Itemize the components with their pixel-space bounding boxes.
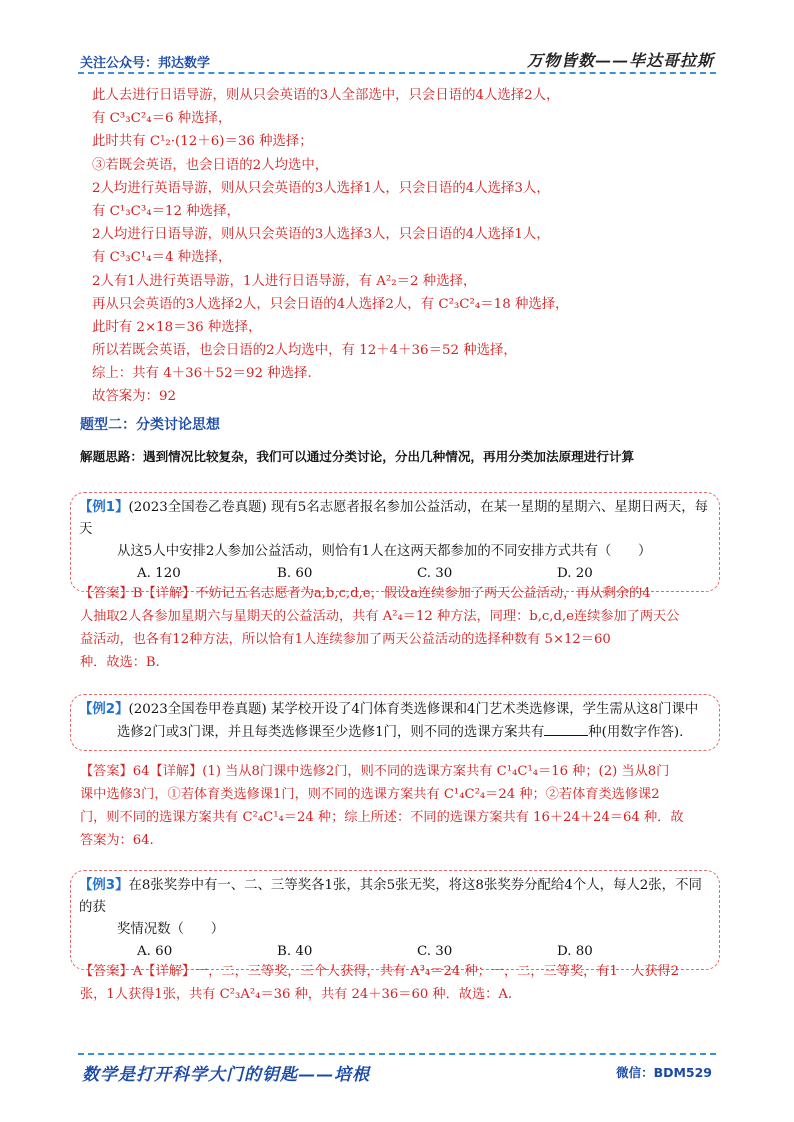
example-2-box (70, 694, 720, 751)
solution-line: 再从只会英语的3人选择2人，只会日语的4人选择2人，有 C²₃C²₄＝18 种选择， (92, 296, 569, 312)
solution-line: 2人均进行日语导游，则从只会英语的3人选择3人，只会日语的4人选择1人， (92, 227, 550, 243)
example-3-answer (80, 960, 720, 1006)
solution-line: ③若既会英语，也会日语的2人均选中， (92, 157, 329, 173)
answer-line: 种．故选：B. (80, 655, 160, 670)
example-2-tag: 【例2】 (79, 702, 129, 717)
example-1-line: 从这5人中安排2人参加公益活动，则恰有1人在这两天都参加的不同安排方式共有（ ） (117, 544, 652, 559)
example-3-tag: 【例3】 (79, 878, 129, 893)
example-1-answer (80, 582, 720, 674)
footer-wechat: 微信：BDM529 (616, 1065, 712, 1080)
option-b[interactable]: B. 40 (277, 944, 313, 959)
option-c[interactable]: C. 30 (417, 566, 453, 581)
answer-line: 益活动，也各有12种方法，所以恰有1人连续参加了两天公益活动的选择种数有 5×12＝60 (80, 632, 611, 647)
header-divider (78, 72, 716, 74)
answer-line: 【答案】B【详解】不妨记五名志愿者为a,b,c,d,e，假设a连续参加了两天公益活动，再从剩余的4 (80, 586, 651, 601)
header-motto: 万物皆数——毕达哥拉斯 (526, 51, 714, 70)
answer-line: 答案为：64. (80, 833, 154, 848)
example-3-line: 奖情况数（ ） (117, 922, 225, 937)
solution-line: 有 C³₃C¹₄＝4 种选择， (92, 250, 232, 266)
solution-line: 此时共有 C¹₂·(12＋6)＝36 种选择； (92, 134, 313, 150)
example-1-tag: 【例1】 (79, 500, 129, 515)
option-d[interactable]: D. 20 (557, 566, 593, 581)
solution-line: 有 C³₃C²₄＝6 种选择， (92, 111, 232, 127)
solution-continuation (92, 84, 712, 409)
example-3-line: 【例3】在8张奖券中有一、二、三等奖各1张，其余5张无奖，将这8张奖券分配给4个人，每人2张，不同的获 (79, 878, 702, 915)
example-2-line: 选修2门或3门课，并且每类选修课至少选修1门，则不同的选课方案共有 种(用数字作答). (79, 721, 711, 744)
answer-line: 张，1人获得1张，共有 C²₃A²₄＝36 种，共有 24＋36＝60 种．故选：A. (80, 987, 513, 1002)
option-a[interactable]: A. 60 (137, 944, 173, 959)
solving-idea (80, 446, 720, 465)
solution-line: 综上：共有 4＋36＋52＝92 种选择. (92, 366, 312, 382)
header-account: 关注公众号：邦达数学 (80, 56, 211, 71)
footer-quote: 数学是打开科学大门的钥匙——培根 (82, 1065, 370, 1085)
option-a[interactable]: A. 120 (137, 566, 181, 581)
option-c[interactable]: C. 30 (417, 944, 453, 959)
solving-idea-label: 解题思路： (80, 449, 143, 464)
solution-line: 2人均进行英语导游，则从只会英语的3人选择1人，只会日语的4人选择3人， (92, 180, 550, 196)
solution-line: 此人去进行日语导游，则从只会英语的3人全部选中，只会日语的4人选择2人， (92, 88, 560, 103)
answer-line: 门，则不同的选课方案共有 C²₄C¹₄＝24 种；综上所述：不同的选课方案共有 16＋24＋24＝64 种．故 (80, 810, 684, 825)
solving-idea-text: 遇到情况比较复杂，我们可以通过分类讨论，分出几种情况，再用分类加法原理进行计算 (142, 449, 635, 464)
solution-line: 有 C¹₃C³₄＝12 种选择， (92, 203, 240, 219)
answer-line: 【答案】64【详解】(1) 当从8门课中选修2门，则不同的选课方案共有 C¹₄C¹₄＝16 种；(2) 当从8门 (80, 764, 670, 779)
example-2-answer (80, 760, 720, 852)
option-b[interactable]: B. 60 (277, 566, 313, 581)
solution-line: 所以若既会英语，也会日语的2人均选中，有 12＋4＋36＝52 种选择， (92, 343, 517, 359)
answer-line: 课中选修3门，①若体育类选修课1门，则不同的选课方案共有 C¹₄C²₄＝24 种；②若体育类选修课2 (80, 787, 660, 802)
example-1-line: 【例1】(2023全国卷乙卷真题) 现有5名志愿者报名参加公益活动，在某一星期的星期六、星期日两天，每天 (79, 500, 709, 537)
solution-line: 此时有 2×18＝36 种选择， (92, 319, 262, 335)
footer-divider (78, 1053, 716, 1055)
example-2-line: 【例2】(2023全国卷甲卷真题) 某学校开设了4门体育类选修课和4门艺术类选修课，学生需从这8门课中 (79, 702, 699, 717)
example-3-box (70, 870, 720, 970)
answer-line: 人抽取2人各参加星期六与星期天的公益活动，共有 A²₄＝12 种方法，同理：b,c,d,e连续参加了两天公 (80, 609, 680, 624)
solution-line: 故答案为：92 (92, 389, 176, 405)
answer-blank[interactable] (544, 721, 588, 736)
section-title: 题型二：分类讨论思想 (80, 417, 220, 433)
answer-line: 【答案】A【详解】一，二，三等奖，三个人获得，共有 A³₄＝24 种；一，二，三等奖，有1 人获得2 (80, 964, 680, 979)
option-d[interactable]: D. 80 (557, 944, 593, 959)
example-1-box (70, 492, 720, 592)
solution-line: 2人有1人进行英语导游，1人进行日语导游，有 A²₂＝2 种选择， (92, 273, 477, 289)
